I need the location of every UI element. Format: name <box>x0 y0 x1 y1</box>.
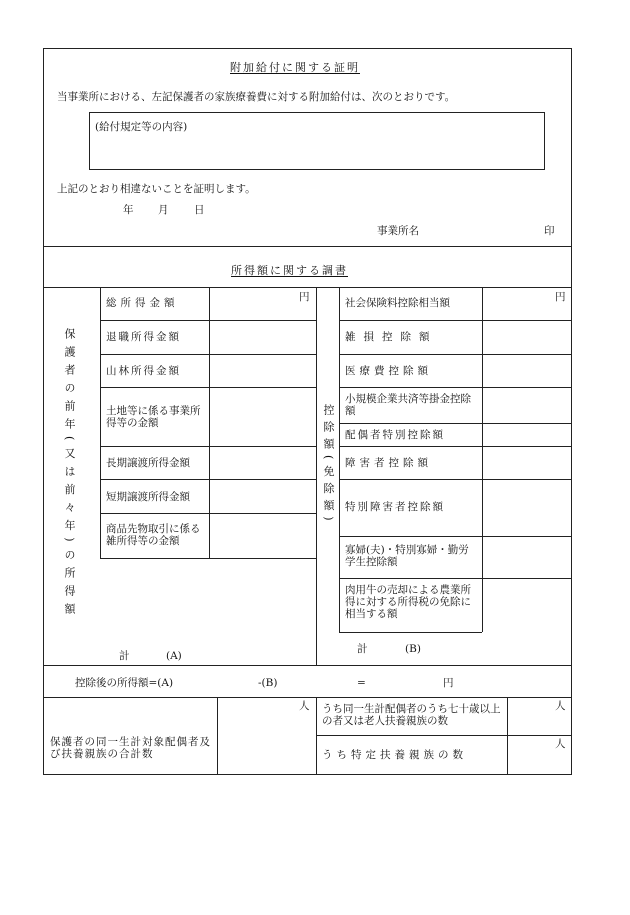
grid-line <box>507 697 508 775</box>
grid-line <box>339 423 572 424</box>
grid-line <box>100 513 316 514</box>
income-year-header: 保護者の前年(又は前々年)の所得額 <box>63 328 76 621</box>
deduction-header: 控除額(免除額) <box>322 404 335 527</box>
grid-line <box>339 287 340 632</box>
income-row-label: 退職所得金額 <box>106 331 181 343</box>
grid-line <box>339 632 482 633</box>
income-row-label: 総所得金額 <box>106 297 179 309</box>
divider <box>43 665 572 666</box>
intro-text: 当事業所における、左記保護者の家族療養費に対する附加給付は、次のとおりです。 <box>57 91 456 103</box>
income-row-label: 短期譲渡所得金額 <box>106 491 190 503</box>
divider <box>43 246 572 247</box>
total-a-label: 計 <box>119 650 130 662</box>
minus-b: -(B) <box>258 677 278 689</box>
deduction-row-label: 雑損控除額 <box>345 331 438 343</box>
grid-line <box>100 387 316 388</box>
yen-unit: 円 <box>299 291 310 303</box>
total-b-mark: (B) <box>405 643 421 655</box>
grid-line <box>100 354 316 355</box>
grid-line <box>339 320 572 321</box>
income-row-label: 土地等に係る事業所得等の金額 <box>106 405 201 429</box>
certify-text: 上記のとおり相違ないことを証明します。 <box>57 183 256 195</box>
grid-line <box>339 446 572 447</box>
deduction-row-label: 小規模企業共済等掛金控除額 <box>345 393 471 417</box>
grid-line <box>217 697 218 775</box>
grid-line <box>100 558 316 559</box>
deduction-row-label: 配偶者特別控除額 <box>345 429 445 441</box>
grid-line <box>339 387 572 388</box>
grid-line <box>482 287 483 632</box>
grid-line <box>339 536 572 537</box>
special-dependent-label: うち特定扶養親族の数 <box>322 749 467 761</box>
total-b-label: 計 <box>357 643 368 655</box>
deduction-row-label: 障害者控除額 <box>345 457 432 469</box>
section2-title: 所得額に関する調書 <box>231 264 348 277</box>
deduction-row-label: 社会保険料控除相当額 <box>345 297 450 309</box>
after-deduction-label: 控除後の所得額=(A) <box>75 677 174 689</box>
deduction-row-label: 医療費控除額 <box>345 365 432 377</box>
total-a-mark: (A) <box>166 650 182 662</box>
grid-line <box>316 697 317 775</box>
person-unit: 人 <box>299 700 310 712</box>
date-month: 月 <box>158 204 169 216</box>
deduction-row-label: 肉用牛の売却による農業所得に対する所得税の免除に相当する額 <box>345 584 471 620</box>
grid-line <box>316 735 572 736</box>
elderly-count-label: うち同一生計配偶者のうち七十歳以上の者又は老人扶養親族の数 <box>322 703 501 727</box>
deduction-row-label: 特別障害者控除額 <box>345 501 445 513</box>
grid-line <box>100 287 101 558</box>
section1-title: 附加給付に関する証明 <box>230 61 360 74</box>
date-day: 日 <box>194 204 205 216</box>
grid-line <box>339 354 572 355</box>
person-unit: 人 <box>555 700 566 712</box>
seal-mark: 印 <box>544 225 555 237</box>
income-row-label: 長期譲渡所得金額 <box>106 457 190 469</box>
deduction-row-label: 寡婦(夫)・特別寡婦・勤労学生控除額 <box>345 544 469 568</box>
grid-line <box>316 287 317 665</box>
income-row-label: 山林所得金額 <box>106 365 181 377</box>
divider <box>43 287 572 288</box>
grid-line <box>100 446 316 447</box>
grid-line <box>209 287 210 558</box>
benefit-content-label: (給付規定等の内容) <box>95 121 188 133</box>
grid-line <box>339 479 572 480</box>
equals-sign: = <box>357 677 366 689</box>
after-yen: 円 <box>443 677 454 689</box>
yen-unit: 円 <box>555 291 566 303</box>
grid-line <box>100 320 316 321</box>
person-unit: 人 <box>555 738 566 750</box>
income-row-label: 商品先物取引に係る雑所得等の金額 <box>106 523 201 547</box>
date-year: 年 <box>123 204 134 216</box>
divider <box>43 697 572 698</box>
grid-line <box>339 578 572 579</box>
office-name-label: 事業所名 <box>377 225 419 237</box>
grid-line <box>100 479 316 480</box>
family-total-label: 保護者の同一生計対象配偶者及び扶養親族の合計数 <box>50 736 211 760</box>
